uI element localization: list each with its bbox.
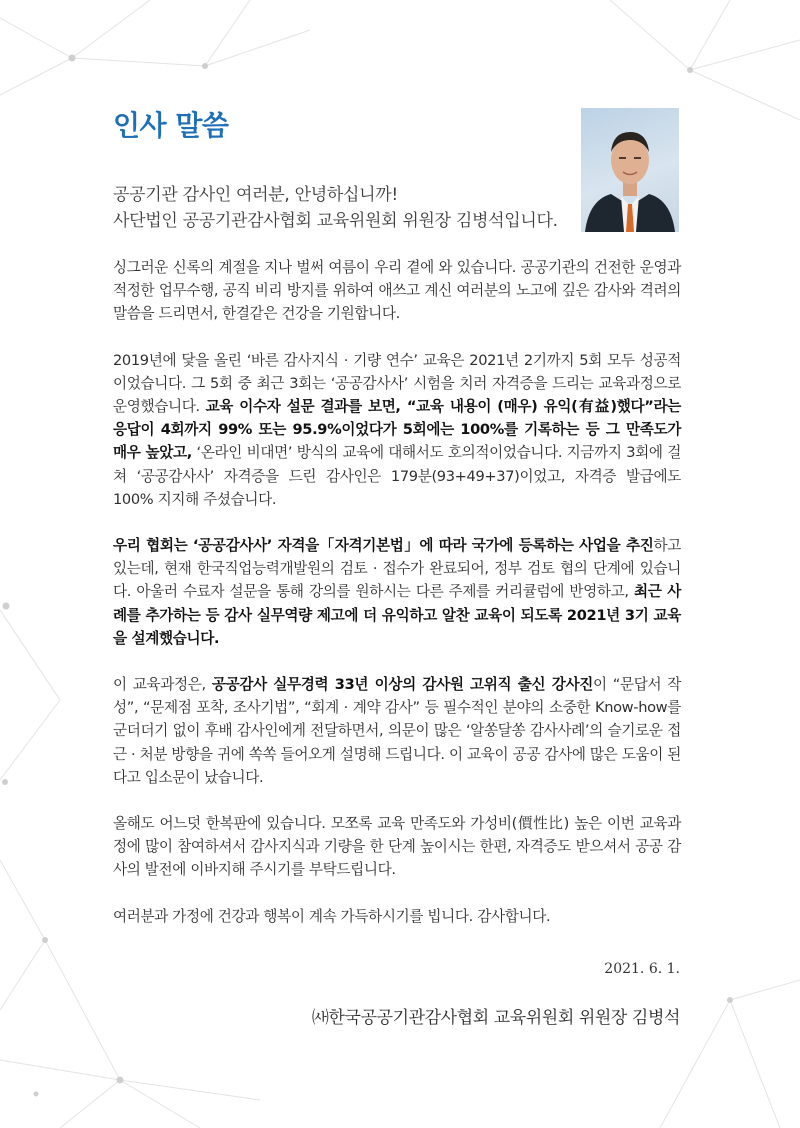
paragraph-4-emphasis: 공공감사 실무경력 33년 이상의 감사원 고위직 출신 강사진 bbox=[211, 676, 593, 694]
paragraph-3-emphasis-c: 최근 사례를 추가하는 등 감사 실무역량 제고에 더 유익하고 알찬 교육이 되도록 2021년 3기 교육을 설계했습니다. bbox=[113, 583, 681, 647]
greeting-line-2: 사단법인 공공기관감사협회 교육위원회 위원장 김병석입니다. bbox=[113, 211, 558, 231]
paragraph-3 bbox=[113, 534, 681, 650]
letter-date: 2021. 6. 1. bbox=[604, 961, 680, 977]
greeting bbox=[113, 182, 583, 234]
paragraph-4 bbox=[113, 673, 681, 789]
paragraph-1: 싱그러운 신록의 계절을 지나 벌써 여름이 우리 곁에 와 있습니다. 공공기관의 건전한 운영과 적정한 업무수행, 공직 비리 방지를 위하여 애쓰고 계신 여러분의 노고에 깊은 감사와 격려의 말씀을 드리면서, 한결같은 건강을 기원합니다. bbox=[113, 259, 681, 323]
paragraph-4-part-a: 이 교육과정은, bbox=[113, 676, 212, 694]
paragraph-3-part-b: 하고 있는데, 현재 한국직업능력개발원의 검토 · 접수가 완료되어, 정부 검토 협의 단계에 있습니다. 아울러 수료자 설문을 통해 강의를 원하시는 다른 주제를 커리큘럼에 반영하고, bbox=[113, 537, 681, 601]
page-title: 인사 말씀 bbox=[113, 109, 229, 142]
paragraph-3-emphasis-a: 우리 협회는 ‘공공감사사’ 자격을「자격기본법」에 따라 국가에 등록하는 사업을 추진 bbox=[113, 537, 654, 555]
letter-body bbox=[113, 256, 681, 951]
signature: ㈔한국공공기관감사협회 교육위원회 위원장 김병석 bbox=[311, 1008, 680, 1028]
paragraph-2-part-c: ‘온라인 비대면’ 방식의 교육에 대해서도 호의적이었습니다. 지금까지 3회에 걸쳐 ‘공공감사사’ 자격증을 드린 감사인은 179분(93+49+37)이었고, 자격증 발급에도 100% 지지해 주셨습니다. bbox=[113, 444, 681, 508]
paragraph-6: 여러분과 가정에 건강과 행복이 계속 가득하시기를 빕니다. 감사합니다. bbox=[113, 907, 551, 925]
paragraph-5: 올해도 어느덧 한복판에 있습니다. 모쪼록 교육 만족도와 가성비(價性比) 높은 이번 교육과정에 많이 참여하셔서 감사지식과 기량을 한 단계 높이시는 한편, 자격증도 받으셔서 공공 감사의 발전에 이바지해 주시기를 부탁드립니다. bbox=[113, 815, 681, 879]
paragraph-2-emphasis: 교육 이수자 설문 결과를 보면, “교육 내용이 (매우) 유익(有益)했다”라는 응답이 4회까지 99% 또는 95.9%이었다가 5회에는 100%를 기록하는 등 그 만족도가 매우 높았고, bbox=[113, 398, 681, 462]
paragraph-2 bbox=[113, 349, 681, 511]
paragraph-4-part-c: 이 “문답서 작성”, “문제점 포착, 조사기법”, “회계 · 계약 감사” 등 필수적인 분야의 소중한 Know-how를 군더더기 없이 후배 감사인에게 전달하면서, 의문이 많은 ‘알쏭달쏭 감사사례’의 슬기로운 접근 · 처분 방향을 귀에 쏙쏙 들어오게 설명해 드립니다. 이 교육이 공공 감사에 많은 도움이 된다고 입소문이 났습니다. bbox=[113, 676, 681, 786]
paragraph-2-part-a: 2019년에 닻을 올린 ‘바른 감사지식 · 기량 연수’ 교육은 2021년 2기까지 5회 모두 성공적이었습니다. 그 5회 중 최근 3회는 ‘공공감사사’ 시험을 치러 자격증을 드리는 교육과정으로 운영했습니다. bbox=[113, 351, 681, 416]
greeting-line-1: 공공기관 감사인 여러분, 안녕하십니까! bbox=[113, 185, 398, 205]
author-portrait bbox=[581, 108, 679, 232]
portrait-illustration bbox=[581, 108, 679, 232]
